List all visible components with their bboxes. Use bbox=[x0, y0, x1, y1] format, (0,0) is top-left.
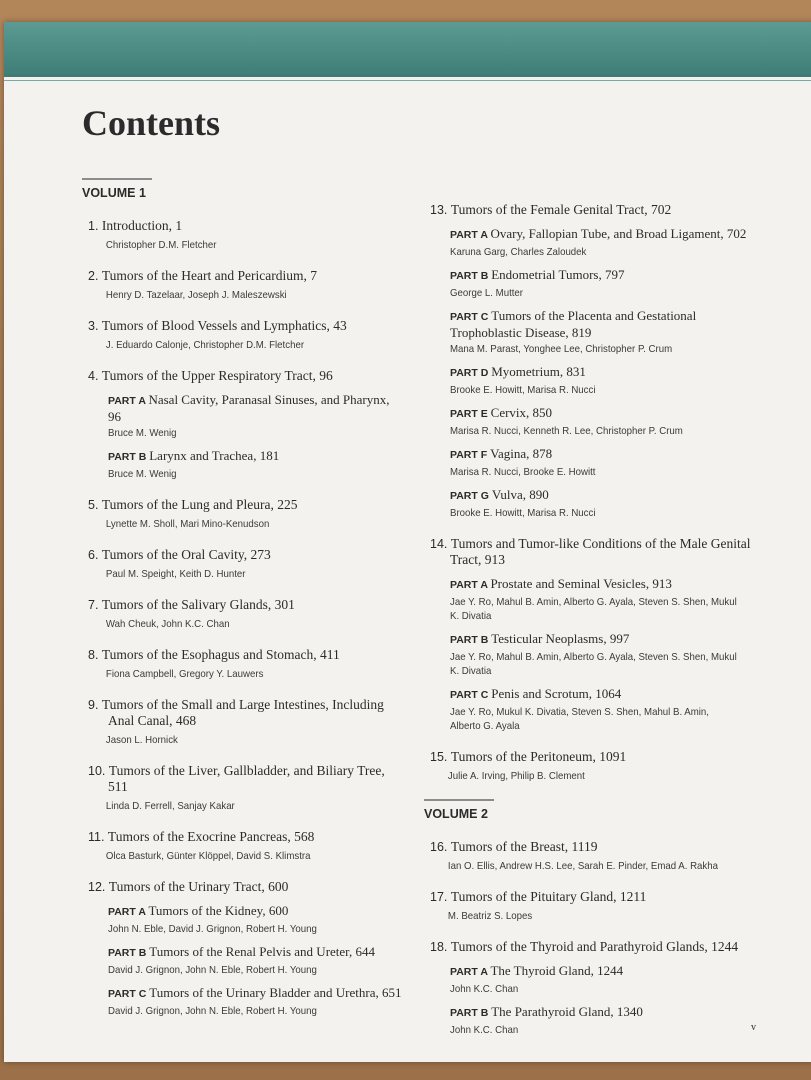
header-rule bbox=[4, 74, 811, 77]
chapter-authors: Wah Cheuk, John K.C. Chan bbox=[105, 618, 230, 630]
part-title[interactable]: PART C Penis and Scrotum, 1064 bbox=[450, 686, 622, 701]
part-authors: John K.C. Chan bbox=[450, 983, 519, 995]
chapter-number: 17. bbox=[430, 890, 451, 904]
chapter-part[interactable] bbox=[82, 448, 402, 481]
part-title[interactable]: PART D Myometrium, 831 bbox=[450, 364, 586, 379]
part-title[interactable]: PART F Vagina, 878 bbox=[450, 446, 553, 461]
part-authors: George L. Mutter bbox=[450, 287, 524, 299]
chapter-entry[interactable] bbox=[82, 318, 402, 352]
chapter-title[interactable]: 1. Introduction, 1 bbox=[88, 218, 183, 233]
chapter-part[interactable] bbox=[424, 364, 764, 397]
part-label: PART B bbox=[108, 451, 150, 463]
part-label: PART B bbox=[450, 270, 492, 282]
part-label: PART A bbox=[450, 579, 491, 591]
chapter-part[interactable] bbox=[424, 405, 764, 438]
part-title[interactable]: PART B Endometrial Tumors, 797 bbox=[450, 267, 625, 282]
chapter-part[interactable] bbox=[82, 985, 402, 1018]
chapter-entry[interactable] bbox=[424, 749, 764, 783]
chapter-number: 11. bbox=[88, 830, 108, 844]
chapter-title[interactable]: 9. Tumors of the Small and Large Intestines, Including Anal Canal, 468 bbox=[88, 697, 384, 728]
chapter-title[interactable]: 8. Tumors of the Esophagus and Stomach, 411 bbox=[88, 647, 340, 662]
chapter-number: 8. bbox=[88, 648, 102, 662]
chapter-title[interactable]: 15. Tumors of the Peritoneum, 1091 bbox=[430, 749, 627, 764]
chapter-number: 10. bbox=[88, 764, 109, 778]
part-label: PART A bbox=[450, 229, 491, 241]
chapter-list-volume-2 bbox=[424, 839, 764, 1037]
chapter-part[interactable] bbox=[82, 944, 402, 977]
chapter-part[interactable] bbox=[424, 1004, 764, 1037]
chapter-entry[interactable] bbox=[82, 547, 402, 581]
chapter-authors: Linda D. Ferrell, Sanjay Kakar bbox=[105, 800, 235, 812]
chapter-authors: M. Beatriz S. Lopes bbox=[447, 910, 533, 922]
left-column bbox=[82, 178, 402, 1034]
part-label: PART F bbox=[450, 449, 491, 461]
chapter-part[interactable] bbox=[424, 487, 764, 520]
chapter-entry[interactable] bbox=[82, 597, 402, 631]
page-title: Contents bbox=[82, 103, 221, 143]
chapter-entry[interactable] bbox=[82, 829, 402, 863]
chapter-title[interactable]: 17. Tumors of the Pituitary Gland, 1211 bbox=[430, 889, 647, 904]
part-label: PART B bbox=[450, 634, 492, 646]
part-title[interactable]: PART B Testicular Neoplasms, 997 bbox=[450, 631, 630, 646]
chapter-title[interactable]: 2. Tumors of the Heart and Pericardium, 7 bbox=[88, 268, 317, 283]
chapter-entry[interactable] bbox=[82, 218, 402, 252]
part-authors: Bruce M. Wenig bbox=[108, 427, 177, 439]
right-column bbox=[424, 202, 764, 1053]
chapter-authors: Olca Basturk, Günter Klöppel, David S. Klimstra bbox=[105, 850, 311, 862]
volume-2-heading: VOLUME 2 bbox=[424, 799, 494, 821]
part-title[interactable]: PART C Tumors of the Placenta and Gestational Trophoblastic Disease, 819 bbox=[450, 308, 697, 340]
chapter-title[interactable]: 11. Tumors of the Exocrine Pancreas, 568 bbox=[88, 829, 315, 844]
page-marker: v bbox=[751, 1022, 756, 1033]
part-title[interactable]: PART E Cervix, 850 bbox=[450, 405, 553, 420]
chapter-authors: Paul M. Speight, Keith D. Hunter bbox=[105, 568, 246, 580]
chapter-list-left bbox=[82, 218, 402, 1018]
part-label: PART G bbox=[450, 490, 492, 502]
chapter-entry[interactable] bbox=[424, 889, 764, 923]
part-authors: Bruce M. Wenig bbox=[108, 468, 177, 480]
chapter-part[interactable] bbox=[424, 267, 764, 300]
chapter-number: 9. bbox=[88, 698, 102, 712]
part-label: PART B bbox=[450, 1007, 492, 1019]
volume-1-heading: VOLUME 1 bbox=[82, 178, 152, 200]
chapter-part[interactable] bbox=[82, 903, 402, 936]
chapter-title[interactable]: 7. Tumors of the Salivary Glands, 301 bbox=[88, 597, 295, 612]
chapter-number: 14. bbox=[430, 537, 451, 551]
chapter-part[interactable] bbox=[424, 686, 764, 733]
part-label: PART C bbox=[108, 988, 150, 1000]
chapter-list-right bbox=[424, 202, 764, 783]
chapter-number: 2. bbox=[88, 269, 102, 283]
part-title[interactable]: PART A Ovary, Fallopian Tube, and Broad Ligament, 702 bbox=[450, 226, 747, 241]
chapter-title[interactable]: 16. Tumors of the Breast, 1119 bbox=[430, 839, 598, 854]
chapter-title[interactable]: 13. Tumors of the Female Genital Tract, 702 bbox=[430, 202, 672, 217]
part-authors: David J. Grignon, John N. Eble, Robert H. Young bbox=[108, 1005, 317, 1017]
chapter-number: 4. bbox=[88, 369, 102, 383]
chapter-number: 3. bbox=[88, 319, 102, 333]
chapter-title[interactable]: 6. Tumors of the Oral Cavity, 273 bbox=[88, 547, 271, 562]
chapter-title[interactable]: 5. Tumors of the Lung and Pleura, 225 bbox=[88, 497, 298, 512]
chapter-number: 12. bbox=[88, 880, 109, 894]
part-label: PART E bbox=[450, 408, 491, 420]
chapter-part[interactable] bbox=[424, 576, 764, 623]
chapter-authors: Jason L. Hornick bbox=[105, 734, 178, 746]
chapter-entry[interactable] bbox=[424, 839, 764, 873]
chapter-authors: Henry D. Tazelaar, Joseph J. Maleszewski bbox=[105, 289, 287, 301]
part-title[interactable]: PART A Nasal Cavity, Paranasal Sinuses, and Pharynx, 96 bbox=[108, 392, 390, 424]
chapter-entry[interactable] bbox=[82, 497, 402, 531]
part-label: PART A bbox=[450, 966, 491, 978]
chapter-entry[interactable] bbox=[424, 536, 764, 733]
chapter-part[interactable] bbox=[424, 308, 764, 356]
part-label: PART B bbox=[108, 947, 150, 959]
chapter-title[interactable]: 10. Tumors of the Liver, Gallbladder, and Biliary Tree, 511 bbox=[88, 763, 385, 794]
chapter-number: 1. bbox=[88, 219, 102, 233]
part-authors: Jae Y. Ro, Mahul B. Amin, Alberto G. Ayala, Steven S. Shen, Mukul K. Divatia bbox=[450, 596, 737, 622]
book-page bbox=[4, 22, 811, 1062]
chapter-entry[interactable] bbox=[82, 268, 402, 302]
chapter-entry[interactable] bbox=[82, 763, 402, 813]
chapter-entry[interactable] bbox=[82, 647, 402, 681]
part-authors: John K.C. Chan bbox=[450, 1024, 519, 1036]
part-authors: Brooke E. Howitt, Marisa R. Nucci bbox=[450, 384, 596, 396]
chapter-part[interactable] bbox=[424, 446, 764, 479]
chapter-authors: Ian O. Ellis, Andrew H.S. Lee, Sarah E. Pinder, Emad A. Rakha bbox=[447, 860, 719, 872]
chapter-number: 15. bbox=[430, 750, 451, 764]
chapter-part[interactable] bbox=[82, 392, 402, 440]
chapter-authors: J. Eduardo Calonje, Christopher D.M. Fletcher bbox=[105, 339, 305, 351]
chapter-title[interactable]: 4. Tumors of the Upper Respiratory Tract, 96 bbox=[88, 368, 333, 383]
part-authors: Karuna Garg, Charles Zaloudek bbox=[450, 246, 587, 258]
part-authors: Marisa R. Nucci, Brooke E. Howitt bbox=[450, 466, 596, 478]
part-authors: Mana M. Parast, Yonghee Lee, Christopher P. Crum bbox=[450, 343, 673, 355]
part-title[interactable]: PART B The Parathyroid Gland, 1340 bbox=[450, 1004, 643, 1019]
part-label: PART A bbox=[108, 395, 149, 407]
chapter-number: 13. bbox=[430, 203, 451, 217]
header-band bbox=[4, 22, 811, 74]
part-label: PART C bbox=[450, 311, 492, 323]
part-title[interactable]: PART C Tumors of the Urinary Bladder and Urethra, 651 bbox=[108, 985, 402, 1000]
chapter-entry[interactable] bbox=[82, 368, 402, 481]
chapter-part[interactable] bbox=[424, 226, 764, 259]
part-title[interactable]: PART A The Thyroid Gland, 1244 bbox=[450, 963, 624, 978]
chapter-title[interactable]: 3. Tumors of Blood Vessels and Lymphatics, 43 bbox=[88, 318, 347, 333]
part-title[interactable]: PART A Tumors of the Kidney, 600 bbox=[108, 903, 289, 918]
part-label: PART A bbox=[108, 906, 149, 918]
part-authors: Brooke E. Howitt, Marisa R. Nucci bbox=[450, 507, 596, 519]
chapter-title[interactable]: 12. Tumors of the Urinary Tract, 600 bbox=[88, 879, 289, 894]
chapter-title[interactable]: 18. Tumors of the Thyroid and Parathyroid Glands, 1244 bbox=[430, 939, 739, 954]
chapter-number: 7. bbox=[88, 598, 102, 612]
chapter-part[interactable] bbox=[424, 631, 764, 678]
chapter-number: 6. bbox=[88, 548, 102, 562]
chapter-entry[interactable] bbox=[424, 202, 764, 520]
part-authors: Jae Y. Ro, Mukul K. Divatia, Steven S. Shen, Mahul B. Amin, Alberto G. Ayala bbox=[450, 706, 709, 732]
part-label: PART D bbox=[450, 367, 492, 379]
chapter-number: 18. bbox=[430, 940, 451, 954]
part-title[interactable]: PART G Vulva, 890 bbox=[450, 487, 549, 502]
chapter-part[interactable] bbox=[424, 963, 764, 996]
header-rule-thin bbox=[4, 80, 811, 81]
chapter-number: 5. bbox=[88, 498, 102, 512]
part-authors: John N. Eble, David J. Grignon, Robert H. Young bbox=[108, 923, 317, 935]
part-authors: David J. Grignon, John N. Eble, Robert H. Young bbox=[108, 964, 317, 976]
chapter-number: 16. bbox=[430, 840, 451, 854]
part-authors: Marisa R. Nucci, Kenneth R. Lee, Christopher P. Crum bbox=[450, 425, 683, 437]
chapter-entry[interactable] bbox=[82, 879, 402, 1018]
chapter-title[interactable]: 14. Tumors and Tumor-like Conditions of the Male Genital Tract, 913 bbox=[430, 536, 751, 567]
chapter-authors: Fiona Campbell, Gregory Y. Lauwers bbox=[105, 668, 264, 680]
chapter-entry[interactable] bbox=[424, 939, 764, 1037]
part-authors: Jae Y. Ro, Mahul B. Amin, Alberto G. Ayala, Steven S. Shen, Mukul K. Divatia bbox=[450, 651, 737, 677]
part-title[interactable]: PART B Larynx and Trachea, 181 bbox=[108, 448, 280, 463]
chapter-authors: Christopher D.M. Fletcher bbox=[105, 239, 217, 251]
chapter-entry[interactable] bbox=[82, 697, 402, 747]
chapter-authors: Julie A. Irving, Philip B. Clement bbox=[447, 770, 585, 782]
part-title[interactable]: PART B Tumors of the Renal Pelvis and Ureter, 644 bbox=[108, 944, 375, 959]
part-label: PART C bbox=[450, 689, 492, 701]
chapter-authors: Lynette M. Sholl, Mari Mino-Kenudson bbox=[105, 518, 270, 530]
part-title[interactable]: PART A Prostate and Seminal Vesicles, 913 bbox=[450, 576, 672, 591]
